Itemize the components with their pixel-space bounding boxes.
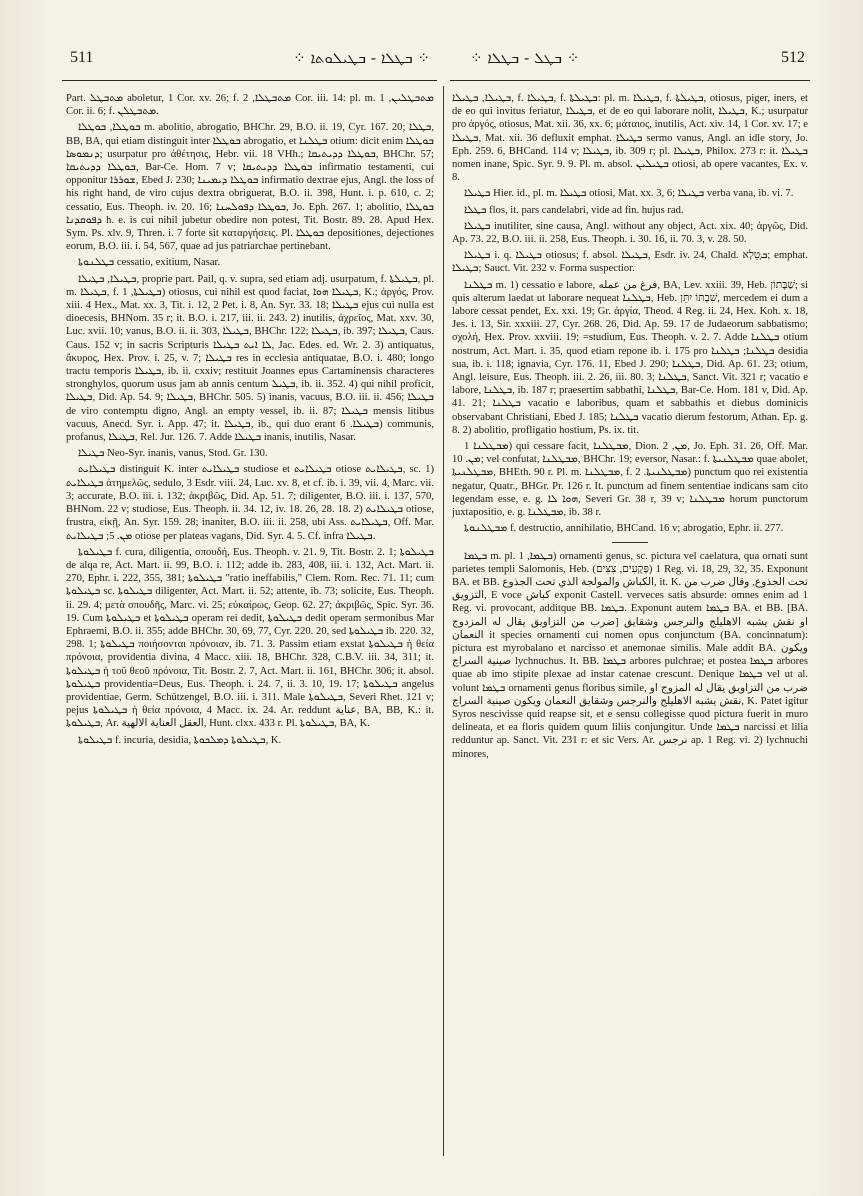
- left-page-header: [70, 44, 430, 72]
- dictionary-entry: ܒܛܝܠܐ Neo-Syr. inanis, vanus, Stod. Gr. 130.: [78, 448, 268, 460]
- dictionary-entry: ܡܒܛܠܢܐ 1) qui cessare facit, ܡܒܛܠܢܐ, Dion. ܡܢ, 2, Jo. Eph. 31. 26, Off. Mar. ܡܢ. 10; vel confutat, ܡܒܛܠܢܐ, BHChr. 19; eversor, Nasar.: f. ܡܒܛܠܢܝܬܐ quae abolet, ܡܒܛܠܢܝܬܐ, BHEth. 90 r. Pl. m. ܡܒܛܠܢܐ, f. ܡܒܛܠܢܝܬܐ. 2) punctum quo rei existentia negatur, Quatr., BHGr. Pr. 126 r. It. punctum ad finem sententiae indicans sam cito legendam esse, e. g. ܗܘܐ ܠܐ, Severi Gr. 38 r, 39 v; ܡܒܛܠܢܐ horum punctorum juxtapositio, e. g. ܡܒܛܠܢܐ, ib. 38 r.: [452, 441, 808, 519]
- column-divider: [443, 86, 444, 1156]
- dictionary-entry: ܒܛܝܠܐܝܬ distinguit K. inter ܒܛܝܠܐܝܬ studiose et ܒܛܝܠܐܝܬ otiose ܒܛܝܠܐܝܬ, sc. 1) ܒܛܝܠܐܝܬ ἀτημελῶς, sedulo, 3 Esdr. viii. 24, Luc. xv. 8, et cf. ib. i. 39, vii. 4, Marc. vii. 3; accurate, B.O. iii. i. 132; ἀκριβῶς, Did. Ap. 51. 7; diligenter, B.O. iii. i. 137, 570, BHNom. 22 v; studiose, Eus. Theoph. ii. 34. 12, iv. 18. 26, 28. 18. 2) ܒܛܝܠܐܝܬ otiose, frustra, εἰκῇ, An. Syr. 159. 28; inaniter, B.O. iii. ii. 258, ubi Ass. ܒܛܝܠܐܝܬ, Off. Mar. ܡܢ. 5; ܒܛܝܠܐܝܬ otiose per plateas vagans, Did. Syr. 4. 5. Cf. infra ܒܛܝܠܐ.: [66, 464, 434, 542]
- dictionary-entry: ܒܛܝܠܐ Hier. id., pl. m. ܒܛܝܠܐ otiosi, Mat. xx. 3, 6; ܒܛܝܠܐ verba vana, ib. vi. 7.: [464, 188, 794, 200]
- dictionary-entry: ܒܛܝܠܐ inutiliter, sine causa, Angl. without any object, Act. xix. 40; ἀργῶς, Did. Ap. 73. 22, B.O. iii. ii. 258, Eus. Theoph. i. 30. 16, ii. 70. 3, v. 28. 50.: [452, 220, 808, 246]
- left-column: [66, 92, 434, 1152]
- dictionary-entry: ܒܛܝܠܐ, ܒܛܝܠܐ, proprie part. Pail, q. v. supra, sed etiam adj. usurpatum, f. ܒܛܝܠܬܐ, pl. m. ܒܛܝܠܐ, f. ܒܛܝܠܬܐ, 1) otiosus, cui nihil est quod faciat, ܒܛܝܠܐ ܗܘܐ, K.; ἀργός, Prov. xiii. 4 Hex., Mat. xx. 3, Tit. i. 12, 2 Pet. i. 8, An. Syr. 33. 18; ܒܛܝܠܐ ejus cui nulla est dioecesis, BHNom. 35 r; it. B.O. i. 217, iii. ii. 243. 2) inutilis, ἀχρεῖος, Mat. xxv. 30, Luc. xvii. 10; vanus, B.O. ii. ii. 303, ܒܛܝܠܐ, BHChr. 122; ܒܛܝܠܐ, ib. 397; ܒܛܝܠܐ, Caus. Caus. 152 v; in sacris Scripturis ܠܐ ܐܝܬ ܒܛܝܠܐ, Jac. Edes. ed. Wr. 2. 3) antiquatus, ἄκυρος, Hex. Prov. i. 25, v. 7; ܒܛܝܠܐ res in ecclesia antiquatae, B.O. i. 480; longo tractu temporis ܒܛܝܠܐ, ib. ii. cxxiv; restituit Joannes epus Cartaminensis characteres stronghylos, quorum usus jam ab annis centum ܒܛܝܠ, ib. ii. 352. 4) qui nihil proficit, ܒܛܝܠܐ, Did. Ap. 54. 9; ܒܛܝܠܐ, BHChr. 505. 5) inanis, vacuus, B.O. iii. ii. 456; ܒܛܝܠܐ de viro contemptu digno, Angl. an empty vessel, ib. ii. 87; ܒܛܝܠܐ mensis litibus vacuus, Anecd. Syr. i. App. 47; it. ܒܛܝܠܐ, ib., qui duo erant ܒܛܝܠܐ. 6) communis, profanus, ܒܛܝܠܐ, Rel. Jur. 126. 7. Adde ܒܛܝܠܐ inanis, inutilis, Nasar.: [66, 273, 434, 444]
- right-page-number: 512: [781, 49, 805, 66]
- left-page-number: 511: [70, 49, 94, 66]
- right-running-head: ⁘ ܒܛܠ - ܒܛܠܐ ⁘: [470, 49, 580, 67]
- dictionary-entry: ܒܘܛܠܐ, ܒܘܛܠܐ m. abolitio, abrogatio, BHChr. 29, B.O. ii. 19, Cyr. 167. 20; ܒܛܠܐ, BB, BA, qui etiam distinguit inter ܒܘܛܠܐ abrogatio, et ܒܛܠܢܐ otium: dicit enim ܒܘܛܠܐ ܕܢܡܘܣܐ; usurpatur pro ἀθέτησις, Hebr. vii. 18 VHh.; ܒܘܛܠܐ ܕܕܝܬܝܩܐ, BHChr. 57; ܒܘܛܠܐ ܕܕܝܬܝܩܐ, Bar-Ce. Hom. 7 v; ܒܘܛܠܐ ܕܕܝܬܝܩܐ infirmatio testamenti, cui opponitur ܫܘܪܪܐ, Ebed J. 230; ܒܘܛܠܐ ܕܝܡܝܢܐ infirmatio dextrae ejus, Angl. the loss of his right hand, de viro cujus dextra obriguerat, B.O. ii. 398, Hunt. i. p. 610, c. 2; cessatio, Eus. Theoph. iv. 20. 16; ܒܘܛܠܐ ܕܦܘܠܚܢܐ, Jo. Eph. 267. 1; abolitio, ܒܘܛܠܐ ܕܦܘܩܕܢܐ h. e. is cui nihil jubetur obedire non potest, Tit. Bostr. 89. 28. Apud Hex. Sym. Ps. xlv. 9, Thren. i. 7 forte sit καταργήσεις. Pl. ܒܘܛܠܐ depositiones, dejectiones eorum, B.O. iii. i. 54, 567, quae ad jus patriarchae pertinebant.: [66, 122, 434, 253]
- dictionary-entry: ܡܒܛܠܢܘܬܐ f. destructio, annihilatio, BHCand. 16 v; abrogatio, Ephr. ii. 277.: [464, 523, 784, 535]
- dictionary-entry: ܒܛܠܢܐ m. 1) cessatio e labore, فرغ من عمله, BA, Lev. xxiii. 39, Heb. שַׁבָּתוֹן; si quis alterum laedat ut laborare nequeat ܒܛܠܢܐ, Heb. שִׁבְתּוֹ יִתֵּן, mercedem ei dum a labore cessat pendet, Ex. xxi. 19; Gr. ἀργία, Theod. 4 Reg. ii. 24, Hex. Koh. x. 18, Jes. i. 13, Sir. xxxiii. 27, Cyr. 268. 26, Did. Ap. 59. 17 de Judaeorum sabbatismo; σχολή, Hex. Prov. xxviii. 19; =studium, Eus. Theoph. v. 2. 7. Adde ܒܛܠܢܐ otium nostrum, Act. Mart. i. 35, quod etiam repone ib. i. 175 pro ܒܛܠܢܐ; ܒܛܠܢܐ desidia sua, ib. i. 118; ignavia, Cyr. 176. 11, Ebed J. 290; ܒܛܠܢܐ, Did. Ap. 61. 23; otium, Angl. leisure, Eus. Theoph. iii. 2. 26, iii. 80. 3; ܒܛܠܢܐ, Sanct. Vit. 321 r; vacatio e labore, ܒܛܠܢܐ, ib. 187 r; praesertim sabbathi, ܒܛܠܢܐ, Bar-Ce. Hom. 181 v, Did. Ap. 41. 21; ܒܛܠܢܐ vacatio e laboribus, quam et sabbathis et diebus dominicis observabant Christiani, Ebed J. 185; ܒܛܠܢܐ vacatio dierum festorum, Athan. Ep. g. 8. 2) abolitio, profligatio hostium, Ps. ix. tit.: [452, 279, 808, 436]
- dictionary-entry: Part. ܡܬܒܛܠ aboletur, 1 Cor. xv. 26; f. ܡܬܒܛܠܐ, 2 Cor. iii. 14: pl. m. ܡܬܒܛܠܝܢ, 1 Cor. ii. 6; f. ܡܬܒܛܠܢ.: [66, 93, 434, 118]
- left-running-head: ⁘ ܒܛܠܐ - ܒܛܝܠܘܬܐ ⁘: [293, 49, 430, 67]
- dictionary-entry: ܒܛܠܢܘܬܐ cessatio, exitium, Nasar.: [78, 257, 221, 269]
- section-separator: [452, 539, 808, 547]
- right-page-header: [470, 44, 805, 72]
- dictionary-entry: ܒܛܝܠܐ, ܒܛܝܠܐ, f. ܒܛܝܠܐ, f. ܒܛܝܠܬܐ: pl. m. ܒܛܝܠܐ, f. ܒܛܝܠܬܐ, otiosus, piger, iners, et de eo qui invitus feriatur, ܒܛܝܠܐ, et de eo qui laborare nolit, ܒܛܝܠܐ, K.; usurpatur pro ἀργός, otiosus, Mat. xii. 36, xx. 6; μάταιος, inutilis, Act. xiv. 14, 1 Cor. xv. 17; e ܒܛܝܠܐ, Mat. xii. 36 defluxit emphat. ܒܛܝܠܐ sermo vanus, Angl. an idle story, Jo. Eph. 259. 6, BHCand. 114 v; ܒܛܝܠܐ, ib. 309 r; pl. ܒܛܝܠܐ, Philox. 273 r: it. ܒܛܝܠܐ nomen inane, Spic. Syr. 9. 9. Pl. m. absol. ܒܛܝܠܝܢ otiosi, ab opere vacantes, Ex. v. 8.: [452, 93, 808, 184]
- right-header-rule: [450, 80, 810, 81]
- left-header-rule: [62, 80, 437, 81]
- dictionary-entry: ܒܛܠܐ flos, it. pars candelabri, vide ad fin. hujus rad.: [464, 204, 684, 216]
- dictionary-entry: ܒܛܝܠܘܬܐ f. cura, diligentia, σπουδή, Eus. Theoph. v. 21. 9, Tit. Bostr. 2. 1; ܒܛܝܠܘܬܐ de alqa re, Act. Mart. ii. 99, B.O. i. 112; adde ib. 283, 408, iii. i. 132, Act. Mart. ii. 270, Ephr. i. 222, 355, 381; ܒܛܝܠܘܬܐ "ratio ineffabilis," Clem. Rom. Rec. 71. 11; cum ܒܛܝܠܘܬܐ sc. ܒܛܝܠܘܬܐ diligenter, Act. Mart. ii. 52; attente, ib. 73; solicite, Eus. Theoph. ii. 29. 4; μετὰ σπουδῆς, Marc. vi. 25; εὐκαίρως, Geop. 62. 27; ἀκριβῶς, Spic. Syr. 36. 19. Cum ܒܛܝܠܘܬܐ et ܒܛܝܠܘܬܐ operam rei dedit, ܒܛܝܠܘܬܐ dedit operam sermonibus Mar Ephraemi, B.O. ii. 355; adde BHChr. 30, 69, 77, Cyr. 220. 20, sed ܒܛܝܠܘܬܐ ib. 220. 32, 298. 1; ܒܛܝܠܘܬܐ ποιήσονται πρόνοιαν, ib. 71. 3. Passim etiam exstat ܒܛܝܠܘܬܐ ἡ θεία πρόνοια, providentia divina, 4 Macc. xiii. 18, BHChr. 328, C.B.V. iii. 34, 311; it. ܒܛܝܠܘܬܐ ἡ τοῦ θεοῦ πρόνοια, Tit. Bostr. 2. 7, Act. Mart. ii. 161, BHChr. 306; it. absol. ܒܛܝܠܘܬܐ providentia=Deus, Eus. Theoph. i. 24. 7, ii. 3. 10, 19. 17; ܒܛܝܠܘܬܐ angelus providentiae, Germ. Schützengel, B.O. iii. i. 311. Male ܒܛܝܠܘܬܐ, Severi Rhet. 121 v; pejus ܒܛܝܠܘܬܐ ἡ θεία πρόνοια, 4 Macc. ix. 24. Ar. reddunt عناية, BA, BB, K.: it. ܒܛܝܠܘܬܐ, Ar. العقل العناية الالهية, Hunt. clxx. 433 r. Pl. ܒܛܝܠܘܬܐ, BA, K.: [66, 546, 434, 730]
- dictionary-entry: ܒܛܝܠܘܬܐ f. incuria, desidia, ܒܛܝܠܘܬܐ ܕܡܠܟܘܬܐ, K.: [78, 734, 282, 746]
- dictionary-entry: ܒܛܝܠܐ i. q. ܒܛܝܠܐ otiosus; f. absol. ܒܛܝܠܐ, Esdr. iv. 24, Chald. ܒְּטֵלָא; emphat. ܒܛܝܠܐ; Sauct. Vit. 232 v. Forma suspectior.: [452, 250, 808, 275]
- dictionary-entry: ܒܛܡܐ m. pl. ܒܛܡܐ, 1) ornamenti genus, sc. pictura vel caelatura, qua ornati sunt parietes templi Salomonis, Heb. (פְּקָעִים, צִצִּים) 1 Reg. vi. 18, 29, 32, 35. Exponunt BA. et BB. الكباش والمولجة الذي تحت الجذوع, it. K. تحت الجذوع, وقال ضرب من التزويق, E voce كباش exponit Castell. verveces satis absurde: omnes enim ad 1 Reg. vi. provocant, additque BB. ܒܛܡܐ. Exponunt autem ܒܛܡܐ BA. et BB. [BA. ضرب من التزاويق يقال له المزدوج] او نقش يشبه الاهليلج والنرجس وشقايق النعمان it species ornamenti cui nomen opus conjunctum (BA. concinnatum): pictura est myrobalano et narcisso et anemonae similis. Male addit BA. ويكون صينية السراج lychnuchus. It. BB. ܒܛܡܐ arbores pulchrae; et postea ܒܛܡܐ arbores quae ab imo stipite plexae ad instar catenae crescunt. Denique ܒܛܡܐ vel ut al. volunt ܒܛܡܐ ornamenti genus floribus simile, ضرب من التزاويق يقال له المزوج او نقش يشبه الاهليلج والنرجس وشقايق النعمان ويكون صينية السراج, K. Patet igitur Syros nescivisse quid reapse sit, et e sensu collegisse quod pictura fuerit in muro delineata, et ea floris quidem quum liliis conjungitur. Unde ܒܛܡܐ narcissi et lilia redduntur ap. Sanct. Vit. 231 r: et sic Vers. Ar. نرجس ap. 1 Reg. vi. 2) lychnuchi minores,: [452, 550, 808, 760]
- right-column: [452, 92, 808, 1152]
